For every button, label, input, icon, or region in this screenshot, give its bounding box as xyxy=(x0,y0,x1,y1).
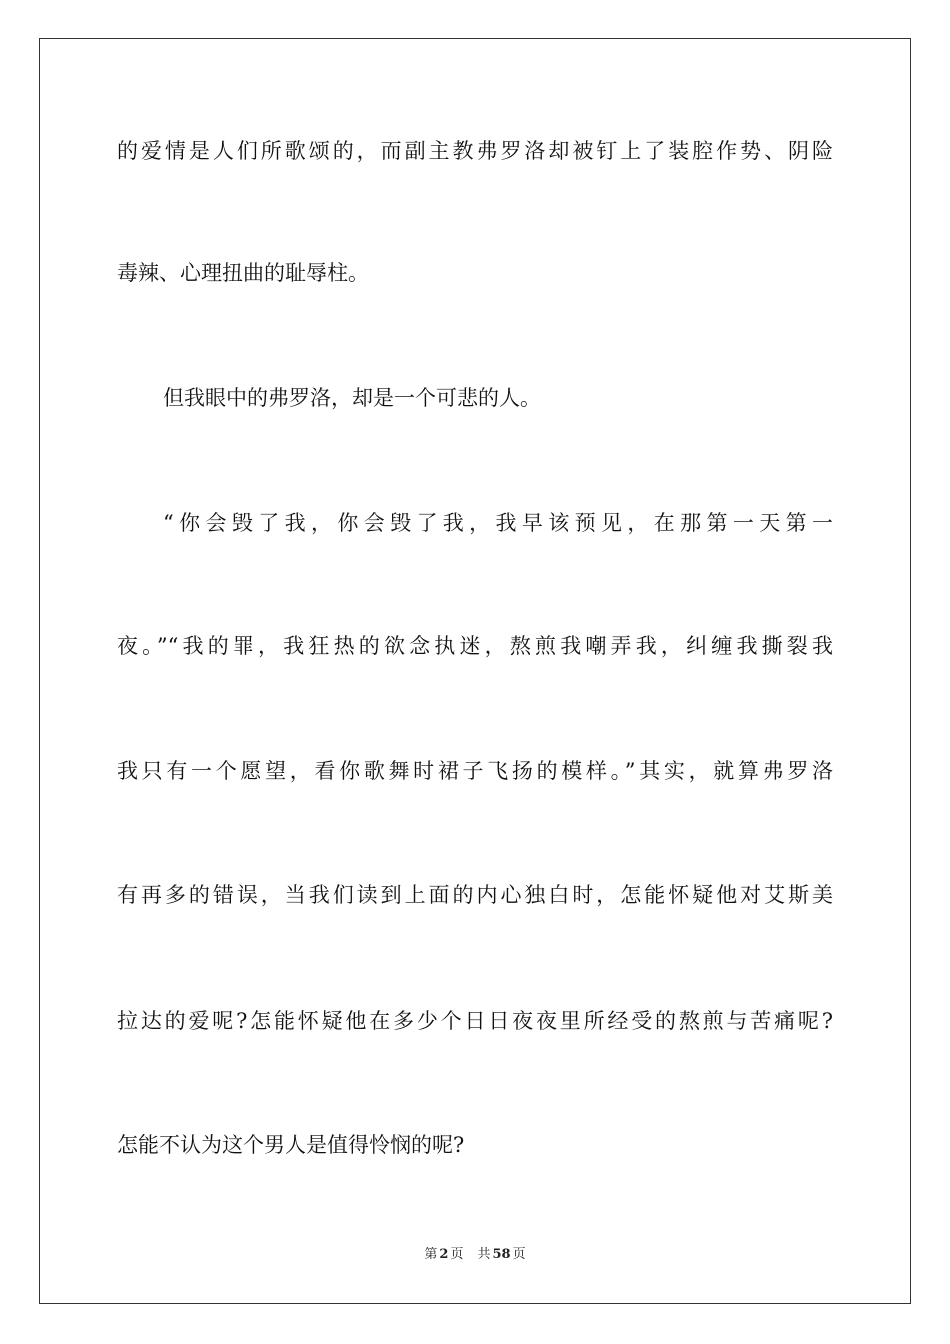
body-line-6: 我只有一个愿望，看你歌舞时裙子飞扬的模样。”其实，就算弗罗洛 xyxy=(117,759,833,783)
body-line-5: 夜。”“我的罪，我狂热的欲念执迷，熬煎我嘲弄我，纠缠我撕裂我 xyxy=(117,634,833,658)
footer-page-prefix: 第 xyxy=(424,1247,438,1262)
footer-total-suffix: 页 xyxy=(512,1247,526,1262)
footer-page-suffix: 页 xyxy=(450,1247,464,1262)
body-line-7: 有再多的错误，当我们读到上面的内心独白时，怎能怀疑他对艾斯美 xyxy=(117,883,833,907)
body-line-9: 怎能不认为这个男人是值得怜悯的呢? xyxy=(117,1133,465,1157)
page-footer xyxy=(0,1246,950,1264)
footer-page-number: 2 xyxy=(439,1247,449,1262)
footer-total-prefix: 共 xyxy=(477,1247,491,1262)
footer-total-pages: 58 xyxy=(492,1247,511,1262)
body-line-8: 拉达的爱呢?怎能怀疑他在多少个日日夜夜里所经受的熬煎与苦痛呢? xyxy=(117,1009,833,1033)
body-line-3: 但我眼中的弗罗洛，却是一个可悲的人。 xyxy=(163,386,541,410)
body-line-2: 毒辣、心理扭曲的耻辱柱。 xyxy=(117,261,369,285)
page-border xyxy=(39,38,911,1304)
body-line-4: “你会毁了我，你会毁了我，我早该预见，在那第一天第一 xyxy=(163,511,833,535)
body-line-1: 的爱情是人们所歌颂的，而副主教弗罗洛却被钉上了装腔作势、阴险 xyxy=(117,139,833,163)
